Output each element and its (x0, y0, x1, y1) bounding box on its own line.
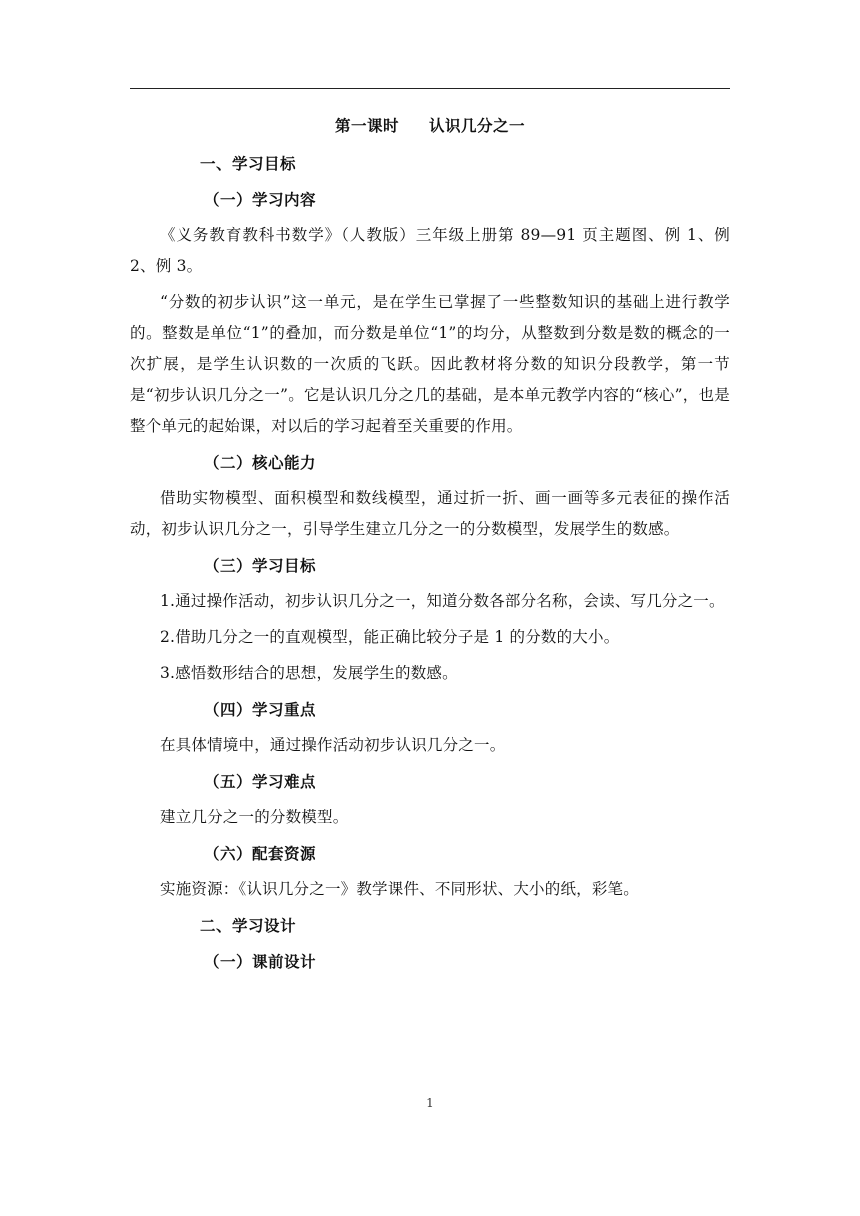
paragraph: 借助实物模型、面积模型和数线模型，通过折一折、画一画等多元表征的操作活动，初步认识几分之一，引导学生建立几分之一的分数模型，发展学生的数感。 (130, 489, 730, 538)
paragraph: 1.通过操作活动，初步认识几分之一，知道分数各部分名称，会读、写几分之一。 (160, 592, 725, 610)
subsection-heading: （四）学习重点 (204, 701, 317, 719)
paragraph: 实施资源：《认识几分之一》教学课件、不同形状、大小的纸，彩笔。 (160, 880, 639, 898)
subsection-heading: （一）课前设计 (204, 953, 317, 971)
page-number: 1 (426, 1096, 434, 1110)
subsection-heading: （一）学习内容 (204, 191, 317, 209)
header-rule (130, 88, 730, 89)
paragraph: 《义务教育教科书数学》（人教版）三年级上册第 89—91 页主题图、例 1、例 2、例 3。 (130, 226, 730, 275)
paragraph: 在具体情境中，通过操作活动初步认识几分之一。 (160, 736, 506, 754)
paragraph: 建立几分之一的分数模型。 (160, 808, 349, 826)
lesson-topic: 认识几分之一 (429, 117, 526, 135)
paragraph: “分数的初步认识”这一单元，是在学生已掌握了一些整数知识的基础上进行教学的。整数是单位“1”的叠加，而分数是单位“1”的均分，从整数到分数是数的概念的一次扩展，是学生认识数的一次质的飞跃。因此教材将分数的知识分段教学，第一节是“初步认识几分之一”。它是认识几分之几的基础，是本单元教学内容的“核心”，也是整个单元的起始课，对以后的学习起着至关重要的作用。 (130, 293, 730, 435)
paragraph: 3.感悟数形结合的思想，发展学生的数感。 (160, 664, 458, 682)
subsection-heading: （六）配套资源 (204, 845, 317, 863)
page-title (130, 114, 730, 136)
paragraph: 2.借助几分之一的直观模型，能正确比较分子是 1 的分数的大小。 (160, 628, 620, 646)
subsection-heading: （三）学习目标 (204, 557, 317, 575)
subsection-heading: （二）核心能力 (204, 454, 317, 472)
section-heading: 二、学习设计 (200, 917, 297, 935)
section-heading: 一、学习目标 (200, 155, 297, 173)
document-body (130, 146, 730, 980)
lesson-label: 第一课时 (334, 117, 399, 135)
subsection-heading: （五）学习难点 (204, 773, 317, 791)
